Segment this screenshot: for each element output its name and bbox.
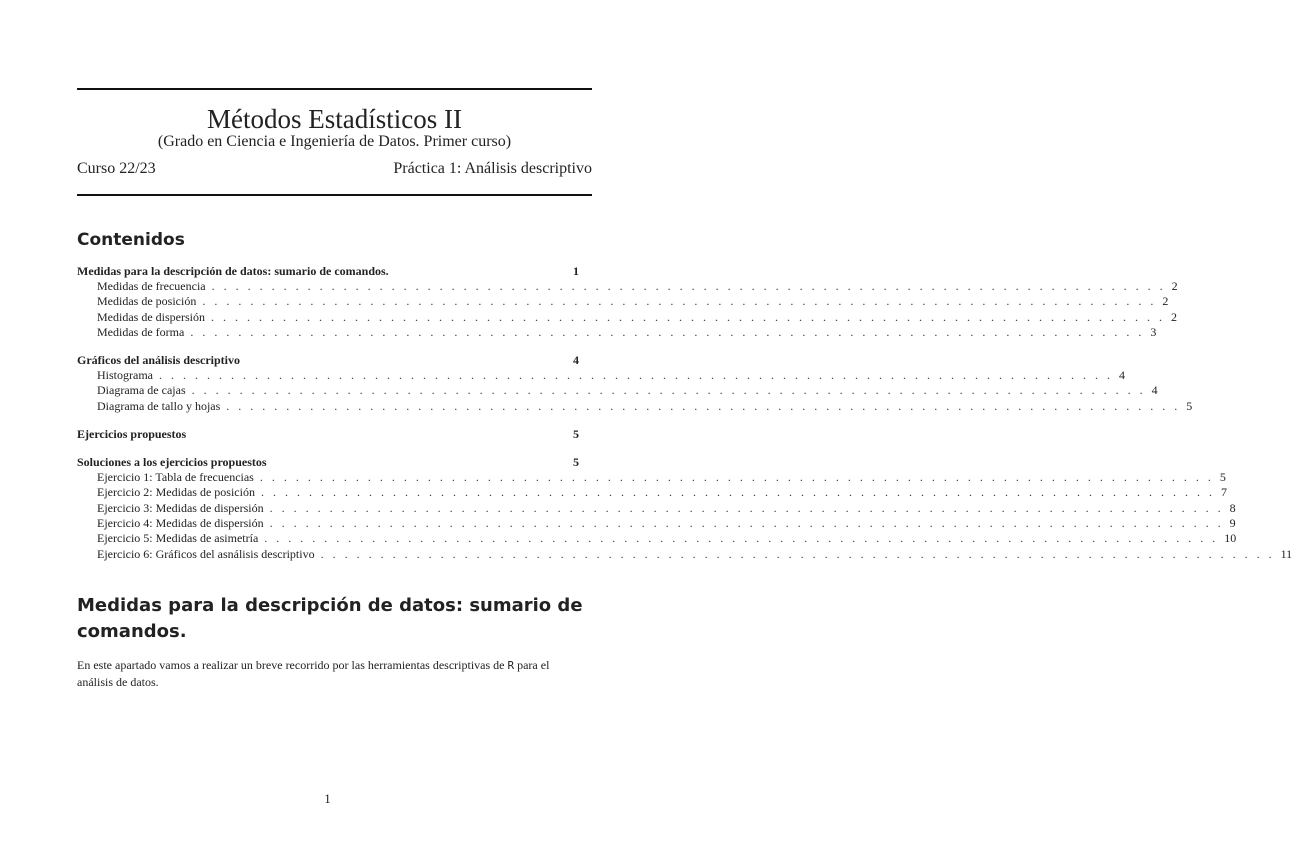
toc-entry-page: 9 bbox=[1229, 515, 1236, 530]
toc-entry-label: Medidas de frecuencia bbox=[97, 279, 206, 293]
toc-entry-page: 10 bbox=[1224, 531, 1237, 546]
toc-entry-page: 8 bbox=[1229, 500, 1236, 515]
toc-entry[interactable] bbox=[77, 500, 1236, 516]
top-rule bbox=[77, 88, 592, 90]
toc-section-label: Medidas para la descripción de datos: sumario de comandos. bbox=[77, 264, 389, 278]
toc-section-page: 4 bbox=[573, 353, 579, 368]
toc-leader-dots: . . . . . . . . . . . . . . . . . . . . . . . . . . . . . . . . . . . . . . . . . . . . . . . . . . . . . . . . . . . . . . . . . . . . . . . . . . . . . . . . bbox=[260, 485, 1215, 500]
toc-entry-label: Medidas de forma bbox=[97, 324, 185, 339]
toc-entry[interactable] bbox=[77, 515, 1236, 531]
toc-entry[interactable] bbox=[77, 309, 1177, 325]
toc-entry-page: 4 bbox=[1119, 368, 1125, 383]
toc-gap bbox=[77, 340, 579, 353]
toc-section[interactable] bbox=[77, 455, 579, 470]
toc-entry[interactable] bbox=[77, 279, 1178, 294]
toc-section[interactable] bbox=[77, 427, 579, 442]
toc-leader-dots: . . . . . . . . . . . . . . . . . . . . . . . . . . . . . . . . . . . . . . . . . . . . . . . . . . . . . . . . . . . . . . . . . . . . . . . . . . . . . . . . bbox=[320, 546, 1275, 561]
toc-section[interactable] bbox=[77, 264, 579, 279]
code-r: R bbox=[507, 659, 515, 672]
toc-entry-label: Ejercicio 3: Medidas de dispersión bbox=[97, 500, 264, 515]
toc-leader-dots: . . . . . . . . . . . . . . . . . . . . . . . . . . . . . . . . . . . . . . . . . . . . . . . . . . . . . . . . . . . . . . . . . . . . . . . . . . . . . . . . bbox=[202, 294, 1157, 309]
toc-section-label: Soluciones a los ejercicios propuestos bbox=[77, 455, 267, 470]
toc-entry-label: Diagrama de tallo y hojas bbox=[97, 398, 221, 413]
toc-entry-label: Medidas de posición bbox=[97, 294, 197, 309]
toc-entry-page: 5 bbox=[1219, 470, 1226, 485]
toc-entry-label: Histograma bbox=[97, 368, 153, 383]
toc-leader-dots: . . . . . . . . . . . . . . . . . . . . . . . . . . . . . . . . . . . . . . . . . . . . . . . . . . . . . . . . . . . . . . . . . . . . . . . . . . . . . . . . bbox=[259, 470, 1214, 485]
toc-entry-page: 2 bbox=[1170, 309, 1177, 324]
toc-entry-page: 7 bbox=[1220, 485, 1227, 500]
practice-label: Práctica 1: Análisis descriptivo bbox=[393, 160, 592, 177]
toc-entry-page: 11 bbox=[1280, 546, 1292, 561]
toc-entry[interactable] bbox=[77, 531, 1237, 546]
toc-gap bbox=[77, 442, 579, 455]
section-paragraph bbox=[77, 657, 587, 691]
toc-section[interactable] bbox=[77, 353, 579, 368]
toc-entry-label: Diagrama de cajas bbox=[97, 383, 186, 398]
toc-leader-dots: . . . . . . . . . . . . . . . . . . . . . . . . . . . . . . . . . . . . . . . . . . . . . . . . . . . . . . . . . . . . . . . . . . . . . . . . . . . . . . . . bbox=[191, 383, 1146, 398]
toc-entry-label: Ejercicio 5: Medidas de asimetría bbox=[97, 531, 259, 546]
toc-entry[interactable] bbox=[77, 546, 1292, 562]
toc-heading: Contenidos bbox=[77, 230, 185, 250]
toc-leader-dots: . . . . . . . . . . . . . . . . . . . . . . . . . . . . . . . . . . . . . . . . . . . . . . . . . . . . . . . . . . . . . . . . . . . . . . . . . . . . . . . . bbox=[190, 324, 1145, 339]
toc-leader-dots: . . . . . . . . . . . . . . . . . . . . . . . . . . . . . . . . . . . . . . . . . . . . . . . . . . . . . . . . . . . . . . . . . . . . . . . . . . . . . . . . bbox=[269, 515, 1224, 530]
document-subtitle: (Grado en Ciencia e Ingeniería de Datos. Primer curso) bbox=[157, 133, 512, 150]
table-of-contents bbox=[77, 264, 1292, 562]
toc-entry-page: 5 bbox=[1186, 398, 1193, 413]
toc-gap bbox=[77, 414, 579, 427]
toc-entry[interactable] bbox=[77, 368, 1125, 383]
toc-leader-dots: . . . . . . . . . . . . . . . . . . . . . . . . . . . . . . . . . . . . . . . . . . . . . . . . . . . . . . . . . . . . . . . . . . . . . . . . . . . . . . . . bbox=[159, 368, 1113, 383]
toc-section-page: 5 bbox=[573, 455, 579, 470]
toc-entry[interactable] bbox=[77, 294, 1169, 309]
toc-entry[interactable] bbox=[77, 470, 1226, 485]
toc-entry-page: 4 bbox=[1151, 383, 1158, 398]
toc-entry[interactable] bbox=[77, 383, 1158, 398]
toc-entry-page: 3 bbox=[1150, 324, 1157, 339]
toc-section-page: 1 bbox=[573, 264, 579, 278]
toc-leader-dots: . . . . . . . . . . . . . . . . . . . . . . . . . . . . . . . . . . . . . . . . . . . . . . . . . . . . . . . . . . . . . . . . . . . . . . . . . . . . . . . . bbox=[264, 531, 1219, 546]
bottom-rule bbox=[77, 194, 592, 196]
document-title: Métodos Estadísticos II bbox=[207, 104, 462, 134]
paragraph-text-end: para el análisis de datos. bbox=[77, 658, 550, 689]
toc-leader-dots: . . . . . . . . . . . . . . . . . . . . . . . . . . . . . . . . . . . . . . . . . . . . . . . . . . . . . . . . . . . . . . . . . . . . . . . . . . . . . . . . bbox=[269, 500, 1224, 515]
toc-leader-dots: . . . . . . . . . . . . . . . . . . . . . . . . . . . . . . . . . . . . . . . . . . . . . . . . . . . . . . . . . . . . . . . . . . . . . . . . . . . . . . . . bbox=[211, 279, 1166, 293]
toc-entry[interactable] bbox=[77, 485, 1227, 500]
toc-entry-label: Ejercicio 2: Medidas de posición bbox=[97, 485, 255, 500]
toc-entry[interactable] bbox=[77, 398, 1193, 414]
page-number: 1 bbox=[324, 791, 331, 806]
toc-entry-page: 2 bbox=[1162, 294, 1169, 309]
section-heading: Medidas para la descripción de datos: sumario de comandos. bbox=[77, 595, 583, 642]
toc-section-label: Ejercicios propuestos bbox=[77, 427, 187, 442]
toc-entry-page: 2 bbox=[1171, 279, 1178, 293]
toc-entry-label: Ejercicio 4: Medidas de dispersión bbox=[97, 515, 264, 530]
toc-leader-dots: . . . . . . . . . . . . . . . . . . . . . . . . . . . . . . . . . . . . . . . . . . . . . . . . . . . . . . . . . . . . . . . . . . . . . . . . . . . . . . . . bbox=[226, 398, 1181, 413]
toc-section-page: 5 bbox=[573, 427, 579, 442]
toc-leader-dots: . . . . . . . . . . . . . . . . . . . . . . . . . . . . . . . . . . . . . . . . . . . . . . . . . . . . . . . . . . . . . . . . . . . . . . . . . . . . . . . . bbox=[210, 309, 1165, 324]
paragraph-text: En este apartado vamos a realizar un breve recorrido por las herramientas descriptivas de bbox=[77, 658, 508, 672]
toc-entry-label: Ejercicio 1: Tabla de frecuencias bbox=[97, 470, 254, 485]
toc-entry-label: Medidas de dispersión bbox=[97, 309, 205, 324]
toc-entry[interactable] bbox=[77, 324, 1157, 340]
toc-entry-label: Ejercicio 6: Gráficos del asnálisis descriptivo bbox=[97, 546, 315, 561]
toc-section-label: Gráficos del análisis descriptivo bbox=[77, 353, 240, 368]
course-label: Curso 22/23 bbox=[77, 160, 156, 177]
